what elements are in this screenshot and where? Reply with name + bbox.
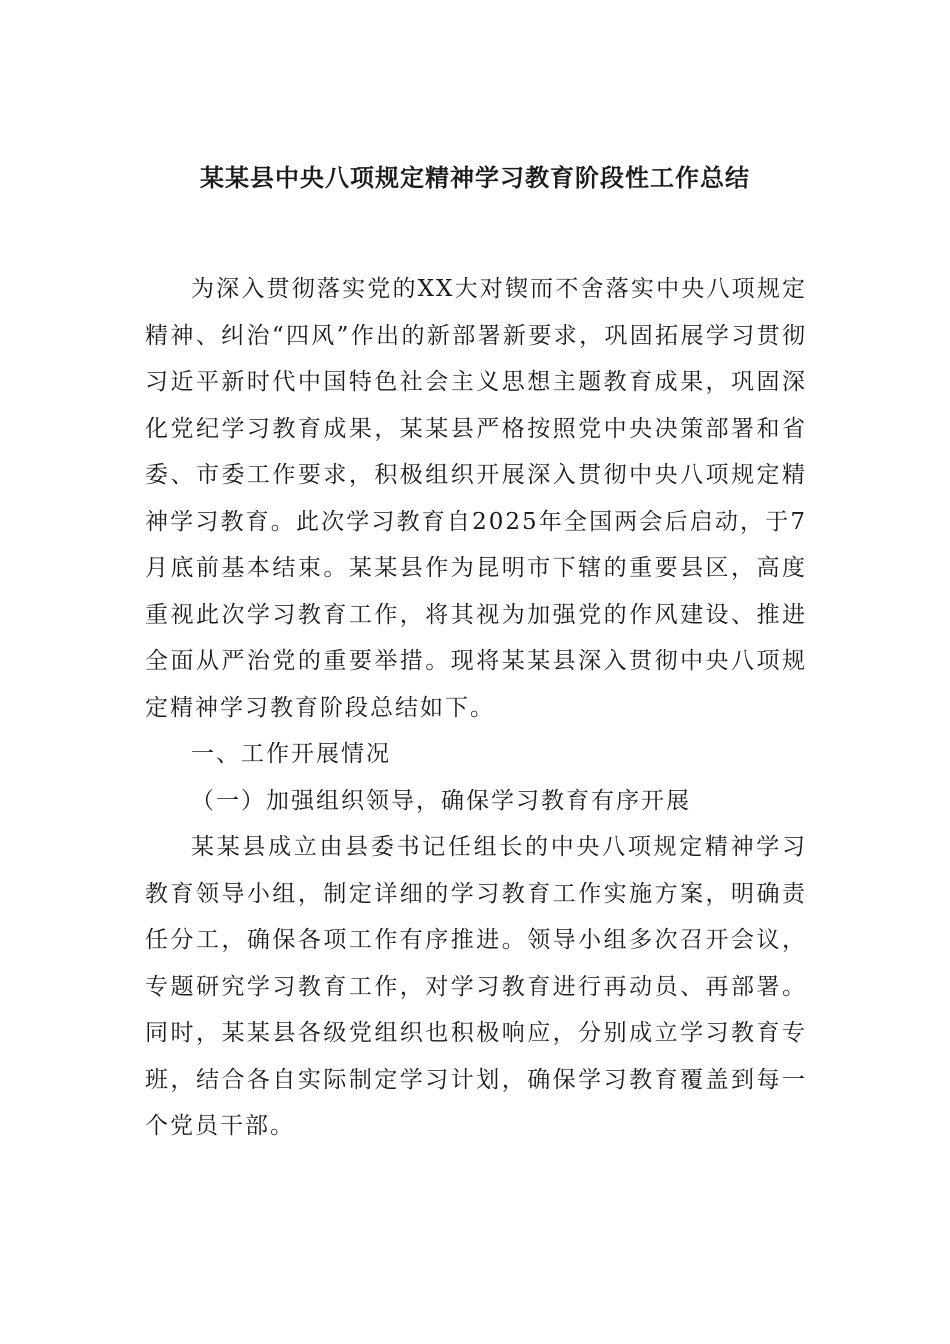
document-body bbox=[145, 266, 807, 1150]
subsection-heading: （一）加强组织领导，确保学习教育有序开展 bbox=[191, 787, 691, 814]
section-heading: 一、工作开展情况 bbox=[191, 741, 391, 767]
intro-paragraph: 为深入贯彻落实党的XX大对锲而不舍落实中央八项规定精神、纠治“四风”作出的新部署新要求，巩固拓展学习贯彻习近平新时代中国特色社会主义思想主题教育成果，巩固深化党纪学习教育成果，某某县严格按照党中央决策部署和省委、市委工作要求，积极组织开展深入贯彻中央八项规定精神学习教育。此次学习教育自2025年全国两会后启动，于7月底前基本结束。某某县作为昆明市下辖的重要县区，高度重视此次学习教育工作，将其视为加强党的作风建设、推进全面从严治党的重要举措。现将某某县深入贯彻中央八项规定精神学习教育阶段总结如下。 bbox=[145, 276, 807, 721]
subsection-paragraph: 某某县成立由县委书记任组长的中央八项规定精神学习教育领导小组，制定详细的学习教育工作实施方案，明确责任分工，确保各项工作有序推进。领导小组多次召开会议，专题研究学习教育工作，对学习教育进行再动员、再部署。同时，某某县各级党组织也积极响应，分别成立学习教育专班，结合各自实际制定学习计划，确保学习教育覆盖到每一个党员干部。 bbox=[145, 834, 807, 1139]
document-title: 某某县中央八项规定精神学习教育阶段性工作总结 bbox=[200, 163, 750, 192]
